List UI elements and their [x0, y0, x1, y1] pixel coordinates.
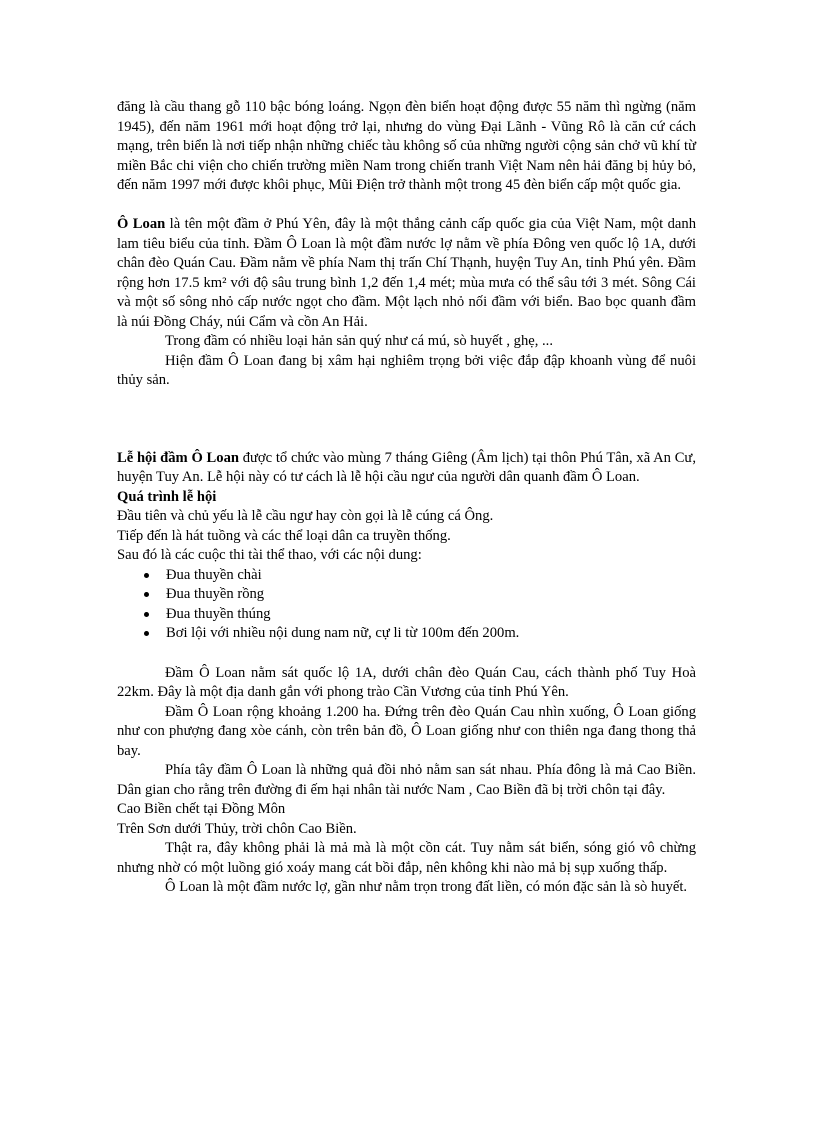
paragraph-threat: Hiện đầm Ô Loan đang bị xâm hại nghiêm trọng bởi việc đắp đập khoanh vùng để nuôi thủy sản. — [117, 352, 696, 388]
document-page — [117, 98, 696, 898]
paragraph-festival-intro-text: được tổ chức vào mùng 7 tháng Giêng (Âm lịch) tại thôn Phú Tân, xã An Cư, huyện Tuy An. Lễ hội này có tư cách là lễ hội cầu ngư của người dân quanh đầm Ô Loan. — [117, 449, 696, 485]
list-item: Đua thuyền chài — [117, 566, 696, 586]
process-line-3: Sau đó là các cuộc thi tài thể thao, với các nội dung: — [117, 547, 422, 563]
paragraph-o-loan-intro-text: là tên một đầm ở Phú Yên, đây là một thắng cảnh cấp quốc gia của Việt Nam, một danh lam tiêu biểu của tỉnh. Đầm Ô Loan là một đầm nước lợ nằm về phía Đông ven quốc lộ 1A, dưới chân đèo Quán Cau. Đầm nằm về phía Nam thị trấn Chí Thạnh, huyện Tuy An, tỉnh Phú yên. Đầm rộng hơn 17.5 km² với độ sâu trung bình 1,2 đến 1,4 mét; mùa mưa có thể sâu tới 3 mét. Sông Cái và một số sông nhỏ cấp nước ngọt cho đầm. Một lạch nhỏ nối đầm với biển. Bao bọc quanh đầm là núi Đồng Cháy, núi Cẩm và cồn An Hải. — [117, 216, 696, 330]
paragraph-location: Đầm Ô Loan nằm sát quốc lộ 1A, dưới chân đèo Quán Cau, cách thành phố Tuy Hoà 22km. Đây là một địa danh gắn với phong trào Cần Vương của tỉnh Phú Yên. — [117, 664, 696, 700]
paragraph-area: Đầm Ô Loan rộng khoảng 1.200 ha. Đứng trên đèo Quán Cau nhìn xuống, Ô Loan giống như con phượng đang xòe cánh, còn trên bản đồ, Ô Loan giống như con thiên nga đang thong thả bay. — [117, 703, 696, 759]
paragraph-specialty: Ô Loan là một đầm nước lợ, gần như nằm trọn trong đất liền, có món đặc sản là sò huyết. — [165, 879, 688, 895]
paragraph-o-loan-intro — [117, 215, 696, 332]
list-item: Đua thuyền rồng — [117, 585, 696, 605]
paragraph-sand-dune: Thật ra, đây không phải là mả mà là một cồn cát. Tuy nằm sát biển, sóng gió vô chừng nhưng nhờ có một luồng gió xoáy mang cát bồi đắp, nên không khi nào mả bị sụp xuống thấp. — [117, 840, 696, 876]
paragraph-lighthouse: đăng là cầu thang gỗ 110 bậc bóng loáng. Ngọn đèn biển hoạt động được 55 năm thì ngừng (năm 1945), đến năm 1961 mới hoạt động trở lại, nhưng do vùng Đại Lãnh - Vũng Rô là căn cứ cách mạng, trên biển là nơi tiếp nhận những chiếc tàu không số của những người cộng sản chở vũ khí từ miền Bắc chi viện cho chiến trường miền Nam trong chiến tranh Việt Nam nên hải đăng bị hủy bỏ, đến năm 1997 mới được khôi phục, Mũi Điện trở thành một trong 45 đèn biển cấp một quốc gia. — [117, 99, 696, 193]
list-item: Đua thuyền thúng — [117, 605, 696, 625]
bullet-icon — [144, 631, 149, 636]
bullet-icon — [144, 592, 149, 597]
bullet-icon — [144, 612, 149, 617]
term-o-loan: Ô Loan — [117, 216, 166, 232]
process-line-1: Đầu tiên và chủ yếu là lễ cầu ngư hay còn gọi là lễ cúng cá Ông. — [117, 508, 494, 524]
term-festival: Lễ hội đầm Ô Loan — [117, 449, 239, 466]
bullet-icon — [144, 573, 149, 578]
paragraph-cao-bien: Phía tây đầm Ô Loan là những quả đồi nhỏ nằm san sát nhau. Phía đông là mả Cao Biền. Dân gian cho rằng trên đường đi ếm hại nhân tài nước Nam , Cao Biền đã bị trời chôn tại đây. — [117, 762, 696, 798]
verse-line-2: Trên Sơn dưới Thủy, trời chôn Cao Biền. — [117, 820, 357, 837]
paragraph-festival-intro — [117, 449, 696, 488]
verse-line-1: Cao Biền chết tại Đồng Môn — [117, 801, 286, 817]
list-item: Bơi lội với nhiều nội dung nam nữ, cự li từ 100m đến 200m. — [117, 624, 696, 644]
sports-list — [117, 566, 696, 644]
process-line-2: Tiếp đến là hát tuồng và các thể loại dân ca truyền thống. — [117, 527, 451, 544]
paragraph-seafood: Trong đầm có nhiều loại hản sản quý như cá mú, sò huyết , ghẹ, ... — [165, 333, 553, 349]
section-heading-festival-process: Quá trình lễ hội — [117, 488, 217, 505]
